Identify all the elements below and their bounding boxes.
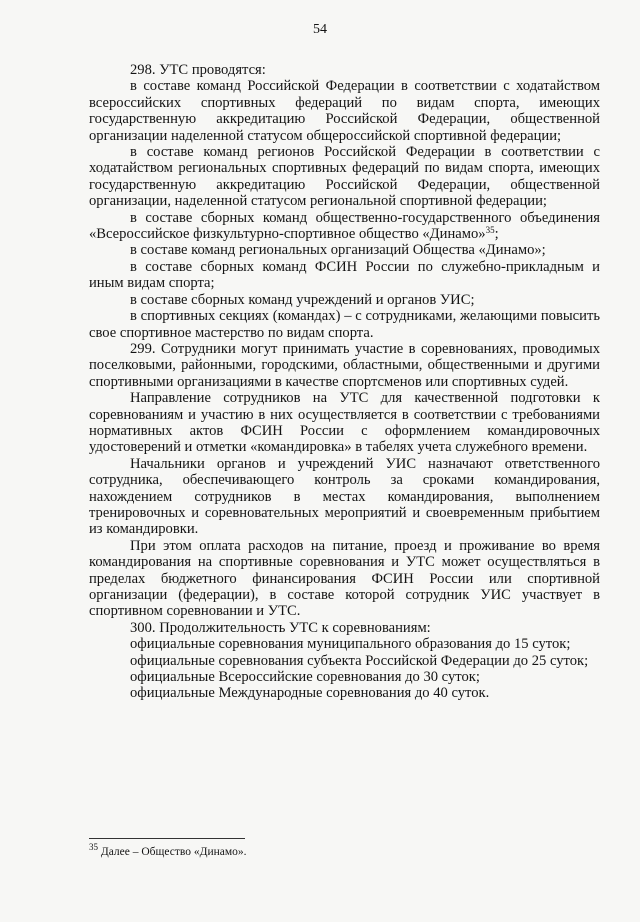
footnote-divider: [89, 838, 245, 839]
paragraph-text-end: ;: [494, 226, 499, 243]
paragraph-text: в составе сборных команд общественно-государственного объединения «Всероссийское физкультурно-спортивное общество «Динамо»: [89, 209, 600, 243]
footnote-number: 35: [89, 842, 98, 852]
paragraph: 299. Сотрудники могут принимать участие в соревнованиях, проводимых поселковыми, районными, городскими, областными, общественными и другими спортивными организациями в качестве спортсменов или спортивных судей.: [89, 340, 600, 390]
paragraph: в спортивных секциях (командах) – с сотрудниками, желающими повысить свое спортивное мастерство по видам спорта.: [89, 308, 600, 341]
paragraph: [89, 210, 600, 243]
paragraph: в составе команд Российской Федерации в соответствии с ходатайством всероссийских спортивных федераций по видам спорта, имеющих государственную аккредитацию Российской Федерации, общественной организации наделенной статусом общероссийской спортивной федерации;: [89, 78, 600, 144]
footnote-text: Далее – Общество «Динамо».: [98, 846, 247, 858]
footnote-reference: 35: [485, 225, 495, 236]
paragraph: в составе команд региональных организаций Общества «Динамо»;: [130, 242, 546, 259]
paragraph: При этом оплата расходов на питание, проезд и проживание во время командирования на спортивные соревнования и УТС может осуществляться в пределах бюджетного финансирования ФСИН России или спортивной организации (федерации), в составе которой сотрудник УИС участвует в спортивном соревновании и УТС.: [89, 537, 600, 620]
paragraph: официальные соревнования субъекта Российской Федерации до 25 суток;: [130, 652, 589, 669]
paragraph: в составе команд регионов Российской Федерации в соответствии с ходатайством региональных спортивных федераций по видам спорта, имеющих государственную аккредитацию Российской Федерации, общественной организации, наделенной статусом региональной спортивной федерации;: [89, 144, 600, 210]
page-number: 54: [313, 22, 327, 37]
paragraph: в составе сборных команд учреждений и органов УИС;: [130, 291, 475, 308]
paragraph: в составе сборных команд ФСИН России по служебно-прикладным и иным видам спорта;: [89, 258, 600, 292]
paragraph: Направление сотрудников на УТС для качественной подготовки к соревнованиям и участию в них осуществляется в соответствии с требованиями нормативных актов ФСИН России с оформлением командировочных удостоверений и отметки «командировка» в табелях учета служебного времени.: [89, 390, 600, 456]
paragraph: официальные соревнования муниципального образования до 15 суток;: [130, 636, 571, 653]
paragraph: 300. Продолжительность УТС к соревнованиям:: [130, 619, 431, 636]
paragraph: официальные Международные соревнования до 40 суток.: [130, 685, 490, 702]
paragraph: 298. УТС проводятся:: [130, 62, 266, 78]
document-body: [89, 62, 600, 702]
paragraph: официальные Всероссийские соревнования до 30 суток;: [130, 669, 480, 686]
paragraph: Начальники органов и учреждений УИС назначают ответственного сотрудника, обеспечивающего контроль за сроками командирования, нахождением сотрудников в местах командирования, выполнением тренировочных и соревновательных мероприятий и своевременным прибытием из командировки.: [89, 455, 600, 538]
footnote: [89, 842, 247, 859]
